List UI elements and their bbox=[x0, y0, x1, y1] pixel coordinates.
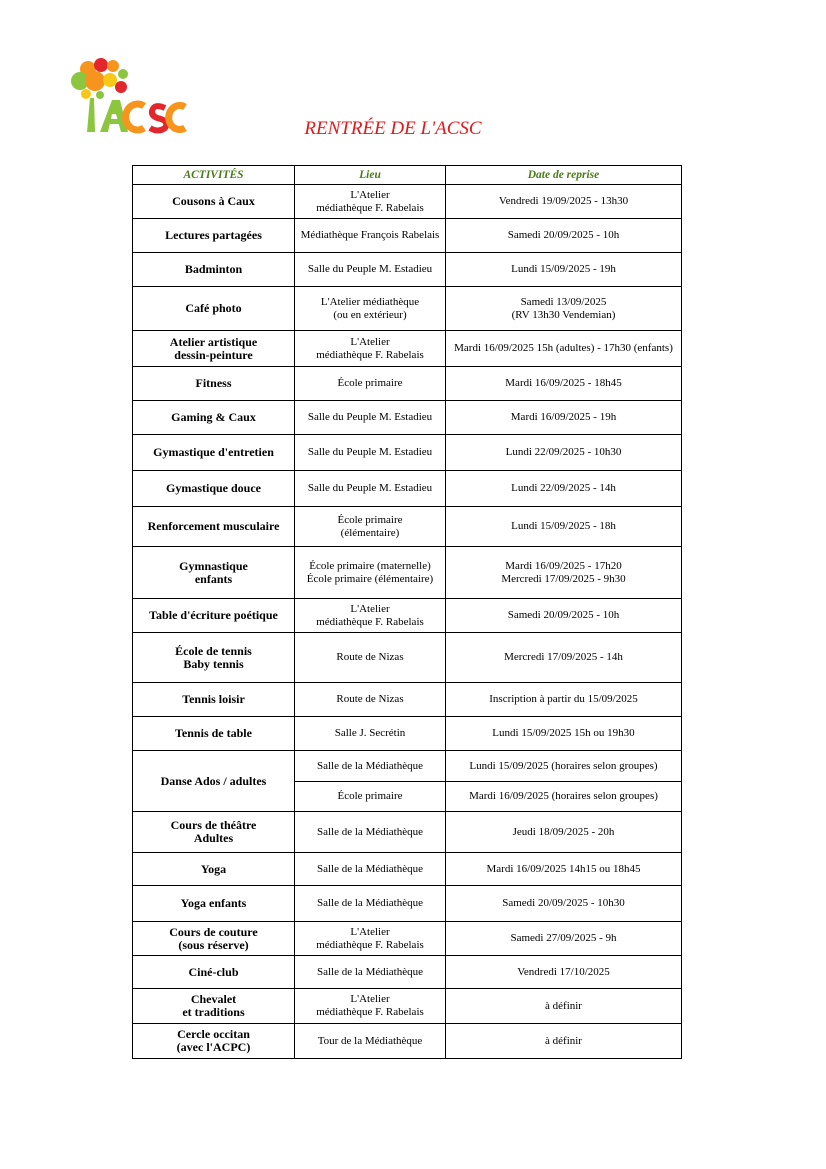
table-row bbox=[133, 812, 682, 853]
table-row bbox=[133, 507, 682, 547]
date-cell-line: Mercredi 17/09/2025 - 14h bbox=[504, 651, 623, 663]
place-cell-line: L'Atelier bbox=[350, 993, 390, 1005]
activity-cell bbox=[133, 922, 295, 956]
page-title-text: RENTRÉE DE L'ACSC bbox=[304, 118, 482, 139]
date-cell bbox=[446, 401, 682, 435]
table-row bbox=[133, 185, 682, 219]
place-cell bbox=[295, 287, 446, 331]
table-row bbox=[133, 253, 682, 287]
date-cell-line: Mardi 16/09/2025 15h (adultes) - 17h30 (enfants) bbox=[454, 342, 673, 354]
table-row bbox=[133, 435, 682, 471]
place-cell-line: Salle du Peuple M. Estadieu bbox=[307, 411, 433, 423]
activity-cell bbox=[133, 185, 295, 219]
activity-cell: Danse Ados / adultes bbox=[133, 751, 295, 812]
place-cell-line: médiathèque F. Rabelais bbox=[316, 615, 424, 628]
date-cell-line: Mardi 16/09/2025 - 17h20 bbox=[505, 559, 622, 572]
date-cell bbox=[446, 812, 682, 853]
table-row bbox=[133, 471, 682, 507]
activity-cell-line: dessin-peinture bbox=[174, 347, 253, 362]
date-cell bbox=[446, 599, 682, 633]
place-cell-line: (ou en extérieur) bbox=[333, 308, 407, 321]
activity-cell-line: Adultes bbox=[193, 831, 234, 845]
date-cell bbox=[446, 853, 682, 886]
place-cell bbox=[295, 471, 446, 507]
place-cell bbox=[295, 956, 446, 989]
date-cell-line: Lundi 15/09/2025 - 18h bbox=[511, 520, 616, 532]
activity-cell-line: Cousons à Caux bbox=[172, 194, 255, 208]
date-cell bbox=[446, 507, 682, 547]
activity-cell bbox=[133, 956, 295, 989]
activity-cell bbox=[133, 599, 295, 633]
place-cell-line: (élémentaire) bbox=[340, 526, 400, 539]
date-cell bbox=[446, 886, 682, 922]
activity-cell-line: Baby tennis bbox=[183, 656, 244, 671]
table-row bbox=[133, 401, 682, 435]
place-cell-line: Salle de la Médiathèque bbox=[317, 897, 423, 909]
activity-cell-line: Atelier artistique bbox=[169, 334, 258, 349]
table-row bbox=[133, 219, 682, 253]
place-cell-line: École primaire bbox=[337, 377, 403, 389]
schedule-table bbox=[132, 165, 682, 1059]
activity-cell-line: École de tennis bbox=[175, 643, 252, 658]
date-cell bbox=[446, 956, 682, 989]
date-cell-line: Samedi 20/09/2025 - 10h bbox=[507, 229, 620, 241]
place-cell bbox=[295, 886, 446, 922]
activity-cell-line: Chevalet bbox=[190, 992, 237, 1006]
date-cell-line: Vendredi 17/10/2025 bbox=[517, 965, 610, 978]
date-cell bbox=[446, 219, 682, 253]
activity-cell bbox=[133, 547, 295, 599]
activity-cell bbox=[133, 717, 295, 751]
place-cell bbox=[295, 922, 446, 956]
date-cell bbox=[446, 989, 682, 1024]
date-cell-line: Lundi 22/09/2025 - 14h bbox=[511, 482, 616, 494]
header-date: Date de reprise bbox=[446, 166, 682, 185]
activity-cell-line: Lectures partagées bbox=[165, 228, 262, 242]
place-cell-line: Salle du Peuple M. Estadieu bbox=[307, 446, 433, 458]
date-cell-line: Samedi 20/09/2025 - 10h30 bbox=[502, 897, 625, 909]
place-cell: Salle de la Médiathèque bbox=[295, 751, 446, 782]
place-cell-line: L'Atelier bbox=[350, 925, 390, 938]
activity-cell bbox=[133, 253, 295, 287]
date-cell-line: Samedi 13/09/2025 bbox=[520, 295, 607, 308]
place-cell bbox=[295, 717, 446, 751]
activity-cell-line: Cours de théâtre bbox=[170, 818, 257, 832]
date-cell bbox=[446, 633, 682, 683]
place-cell bbox=[295, 507, 446, 547]
place-cell-line: Salle du Peuple M. Estadieu bbox=[307, 263, 433, 275]
date-cell-line: Jeudi 18/09/2025 - 20h bbox=[512, 825, 615, 838]
date-cell bbox=[446, 922, 682, 956]
activity-cell bbox=[133, 633, 295, 683]
date-cell-line: Inscription à partir du 15/09/2025 bbox=[489, 693, 638, 705]
date-cell-line: à définir bbox=[545, 999, 582, 1012]
table-row bbox=[133, 886, 682, 922]
table-row bbox=[133, 751, 682, 782]
date-cell bbox=[446, 253, 682, 287]
activity-cell-line: Tennis de table bbox=[175, 726, 252, 740]
activity-cell-line: Fitness bbox=[195, 376, 232, 390]
date-cell bbox=[446, 683, 682, 717]
date-cell-line: Lundi 15/09/2025 15h ou 19h30 bbox=[492, 727, 635, 739]
activity-cell bbox=[133, 331, 295, 367]
activity-cell-line: Cercle occitan bbox=[177, 1027, 250, 1041]
table-row bbox=[133, 547, 682, 599]
table-row bbox=[133, 633, 682, 683]
activity-cell bbox=[133, 435, 295, 471]
date-cell-line: Mercredi 17/09/2025 - 9h30 bbox=[501, 572, 626, 585]
date-cell-line: Mardi 16/09/2025 - 18h45 bbox=[505, 377, 622, 389]
table-row bbox=[133, 853, 682, 886]
place-cell bbox=[295, 219, 446, 253]
place-cell-line: L'Atelier bbox=[350, 188, 390, 201]
page-title bbox=[0, 118, 786, 140]
place-cell-line: Salle de la Médiathèque bbox=[317, 862, 423, 875]
table-row bbox=[133, 922, 682, 956]
place-cell: École primaire bbox=[295, 782, 446, 812]
activity-cell-line: Café photo bbox=[185, 301, 242, 315]
place-cell-line: L'Atelier bbox=[350, 335, 390, 348]
place-cell-line: École primaire (élémentaire) bbox=[306, 572, 434, 585]
table-row bbox=[133, 1024, 682, 1059]
date-cell-line: Mardi 16/09/2025 14h15 ou 18h45 bbox=[486, 862, 641, 875]
place-cell-line: médiathèque F. Rabelais bbox=[316, 201, 424, 214]
table-row bbox=[133, 599, 682, 633]
activity-cell bbox=[133, 219, 295, 253]
activity-cell-line: Gymnastique bbox=[179, 558, 248, 573]
activity-cell-line: Renforcement musculaire bbox=[147, 519, 280, 533]
date-cell-line: Lundi 22/09/2025 - 10h30 bbox=[505, 446, 622, 458]
activity-cell-line: Yoga enfants bbox=[180, 896, 247, 910]
date-cell bbox=[446, 547, 682, 599]
activity-cell bbox=[133, 812, 295, 853]
activity-cell-line: Badminton bbox=[184, 262, 243, 276]
date-cell bbox=[446, 435, 682, 471]
date-cell-line: Vendredi 19/09/2025 - 13h30 bbox=[498, 195, 629, 207]
table-row bbox=[133, 287, 682, 331]
date-cell bbox=[446, 185, 682, 219]
place-cell-line: médiathèque F. Rabelais bbox=[316, 348, 424, 361]
place-cell-line: Salle de la Médiathèque bbox=[317, 965, 423, 978]
activity-cell bbox=[133, 853, 295, 886]
activity-cell bbox=[133, 471, 295, 507]
date-cell-line: Mardi 16/09/2025 - 19h bbox=[510, 411, 617, 423]
table-header-row bbox=[133, 166, 682, 185]
activity-cell bbox=[133, 401, 295, 435]
date-cell: Lundi 15/09/2025 (horaires selon groupes) bbox=[446, 751, 682, 782]
date-cell-line: Samedi 27/09/2025 - 9h bbox=[510, 932, 617, 944]
place-cell-line: médiathèque F. Rabelais bbox=[316, 938, 424, 951]
table-row bbox=[133, 683, 682, 717]
date-cell bbox=[446, 1024, 682, 1059]
activity-cell bbox=[133, 1024, 295, 1059]
place-cell bbox=[295, 1024, 446, 1059]
date-cell bbox=[446, 367, 682, 401]
header-place: Lieu bbox=[295, 166, 446, 185]
activity-cell-line: Yoga bbox=[200, 861, 227, 876]
place-cell-line: Route de Nizas bbox=[336, 693, 404, 705]
activity-cell bbox=[133, 989, 295, 1024]
date-cell-line: (RV 13h30 Vendemian) bbox=[511, 308, 616, 321]
activity-cell-line: Cours de couture bbox=[169, 924, 258, 939]
place-cell bbox=[295, 331, 446, 367]
place-cell-line: Salle du Peuple M. Estadieu bbox=[307, 482, 433, 494]
place-cell-line: médiathèque F. Rabelais bbox=[316, 1006, 424, 1018]
place-cell bbox=[295, 435, 446, 471]
date-cell bbox=[446, 471, 682, 507]
place-cell-line: Médiathèque François Rabelais bbox=[300, 229, 440, 241]
date-cell-line: à définir bbox=[545, 1034, 582, 1047]
place-cell bbox=[295, 367, 446, 401]
activity-cell-line: Tennis loisir bbox=[182, 692, 245, 706]
activity-cell bbox=[133, 507, 295, 547]
place-cell-line: Salle J. Secrétin bbox=[334, 727, 406, 739]
activity-cell bbox=[133, 683, 295, 717]
place-cell-line: Tour de la Médiathèque bbox=[317, 1034, 423, 1047]
place-cell bbox=[295, 401, 446, 435]
place-cell bbox=[295, 185, 446, 219]
place-cell-line: Salle de la Médiathèque bbox=[317, 825, 423, 838]
activity-cell bbox=[133, 287, 295, 331]
activity-cell-line: Gymastique douce bbox=[165, 481, 261, 495]
date-cell: Mardi 16/09/2025 (horaires selon groupes) bbox=[446, 782, 682, 812]
place-cell bbox=[295, 812, 446, 853]
place-cell-line: École primaire bbox=[337, 513, 403, 526]
date-cell bbox=[446, 287, 682, 331]
activity-cell-line: et traditions bbox=[182, 1005, 245, 1019]
place-cell-line: L'Atelier médiathèque bbox=[320, 295, 420, 308]
place-cell-line: Route de Nizas bbox=[336, 651, 404, 663]
date-cell-line: Samedi 20/09/2025 - 10h bbox=[507, 609, 620, 621]
place-cell-line: L'Atelier bbox=[350, 602, 390, 615]
place-cell bbox=[295, 633, 446, 683]
place-cell-line: École primaire (maternelle) bbox=[309, 559, 431, 572]
table-row bbox=[133, 989, 682, 1024]
activity-cell-line: Ciné-club bbox=[188, 964, 239, 979]
date-cell-line: Lundi 15/09/2025 - 19h bbox=[511, 263, 616, 275]
place-cell bbox=[295, 599, 446, 633]
activity-cell bbox=[133, 367, 295, 401]
place-cell bbox=[295, 683, 446, 717]
activity-cell-line: Table d'écriture poétique bbox=[149, 608, 278, 622]
activity-cell-line: Gaming & Caux bbox=[171, 410, 256, 424]
place-cell bbox=[295, 853, 446, 886]
activity-cell-line: enfants bbox=[194, 571, 233, 586]
place-cell bbox=[295, 547, 446, 599]
activity-cell-line: Gymastique d'entretien bbox=[153, 445, 274, 459]
table-row bbox=[133, 717, 682, 751]
activity-cell-line: (avec l'ACPC) bbox=[176, 1040, 251, 1054]
table-row bbox=[133, 367, 682, 401]
activity-cell-line: (sous réserve) bbox=[178, 937, 249, 952]
activity-cell bbox=[133, 886, 295, 922]
date-cell bbox=[446, 331, 682, 367]
table-row bbox=[133, 956, 682, 989]
place-cell bbox=[295, 989, 446, 1024]
table-row bbox=[133, 331, 682, 367]
date-cell bbox=[446, 717, 682, 751]
header-activities: ACTIVITÉS bbox=[133, 166, 295, 185]
place-cell bbox=[295, 253, 446, 287]
